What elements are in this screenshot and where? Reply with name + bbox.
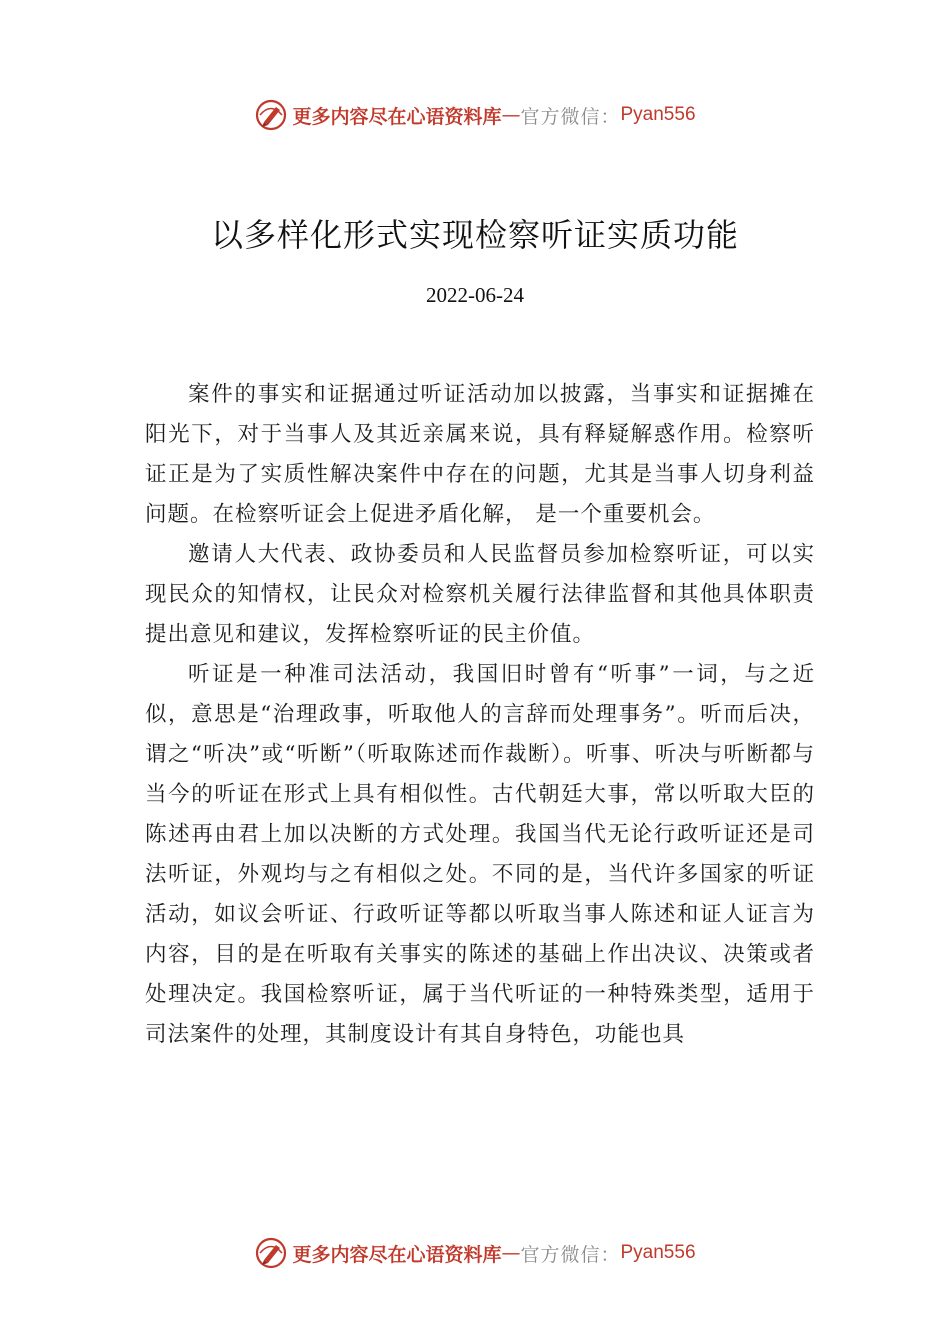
banner-brand-text: 更多内容尽在心语资料库	[292, 1243, 502, 1266]
banner-wechat-label: 官方微信：	[520, 105, 621, 128]
body-paragraph: 听证是一种准司法活动，我国旧时曾有“听事”一词，与之近似，意思是“治理政事，听取他人的言辞而处理事务”。听而后决，谓之“听决”或“听断”（听取陈述而作裁断）。听事、听决与听断都与当今的听证在形式上具有相似性。古代朝廷大事，常以听取大臣的陈述再由君上加以决断的方式处理。我国当代无论行政听证还是司法听证，外观均与之有相似之处。不同的是，当代许多国家的听证活动，如议会听证、行政听证等都以听取当事人陈述和证人证言为内容，目的是在听取有关事实的陈述的基础上作出决议、决策或者处理决定。我国检察听证，属于当代听证的一种特殊类型，适用于司法案件的处理，其制度设计有其自身特色，功能也具	[145, 662, 815, 1047]
document-title: 以多样化形式实现检察听证实质功能	[210, 216, 739, 254]
footer-banner	[0, 1233, 950, 1273]
document-body	[145, 375, 815, 1055]
body-paragraph: 案件的事实和证据通过听证活动加以披露，当事实和证据摊在阳光下，对于当事人及其近亲属来说，具有释疑解惑作用。检察听证正是为了实质性解决案件中存在的问题，尤其是当事人切身利益问题。在检察听证会上促进矛盾化解， 是一个重要机会。	[145, 382, 815, 527]
banner-wechat-id: Pyan556	[620, 104, 696, 125]
pen-logo-icon	[254, 98, 288, 132]
banner-dash: —	[501, 1242, 521, 1264]
banner-wechat-id: Pyan556	[620, 1242, 696, 1263]
banner-dash: —	[501, 104, 521, 126]
pen-logo-icon	[254, 1236, 288, 1270]
banner-brand-text: 更多内容尽在心语资料库	[292, 105, 502, 128]
document-date: 2022-06-24	[426, 283, 524, 307]
header-banner	[0, 95, 950, 135]
banner-wechat-label: 官方微信：	[520, 1243, 621, 1266]
body-paragraph: 邀请人大代表、政协委员和人民监督员参加检察听证，可以实现民众的知情权，让民众对检察机关履行法律监督和其他具体职责提出意见和建议，发挥检察听证的民主价值。	[145, 542, 815, 647]
